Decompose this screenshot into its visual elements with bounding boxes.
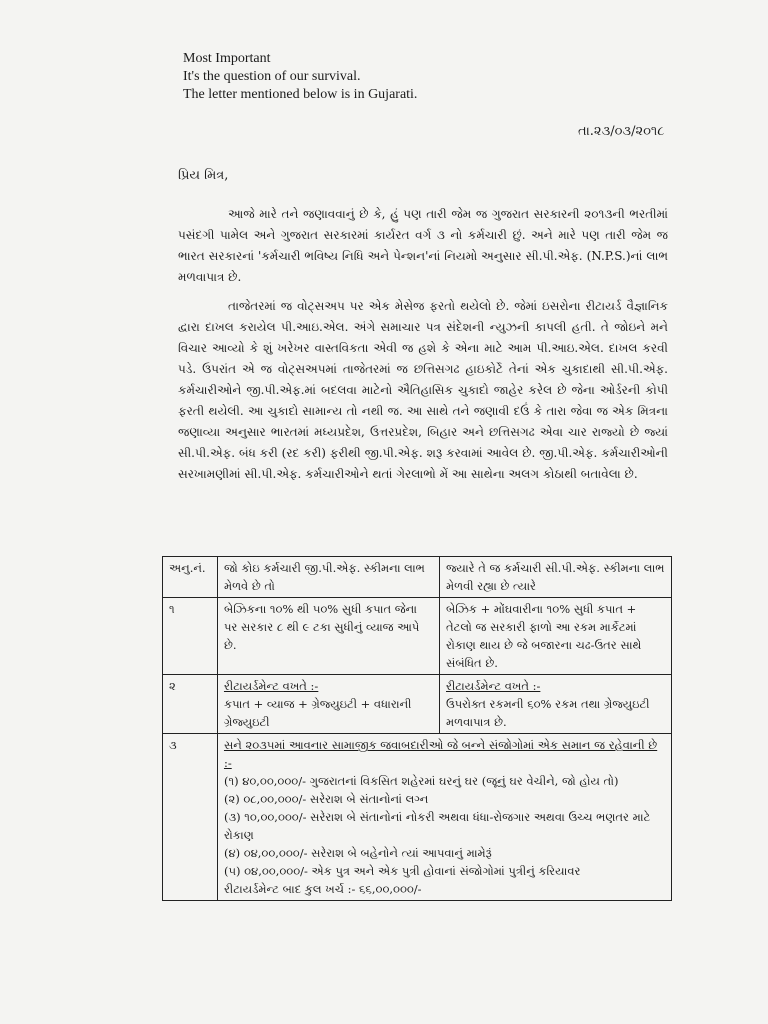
table-header-row [163, 557, 672, 598]
paragraph-2-text: તાજેતરમાં જ વોટ્સઅપ પર એક મેસેજ ફરતો થયેલો છે. જેમાં ઇસરોના રીટાયર્ડ વૈજ્ઞાનિક દ્વારા દાખલ કરાયેલ પી.આઇ.એલ. અંગે સમાચાર પત્ર સંદેશની ન્યુઝની કાપલી હતી. તે જોઇને મને વિચાર આવ્યો કે શું ખરેખર વાસ્તવિકતા એવી જ હશે કે એના માટે આમ પી.આઇ.એલ. દાખલ કરવી પડે. ઉપરાંત એ જ વોટ્સઅપમાં તાજેતરમાં જ છત્તિસગઢ હાઇકોર્ટે તેનાં એક ચુકાદાથી સી.પી.એફ. કર્મચારીઓને જી.પી.એફ.માં બદલવા માટેનો ઐતિહાસિક ચુકાદો જાહેર કરેલ છે જેના ઓર્ડરની કોપી ફરતી થયેલી. આ ચુકાદો સામાન્ય તો નથી જ. આ સાથે તને જણાવી દઉં કે તારા જેવા જ એક મિત્રના જણાવ્યા અનુસાર ભારતમાં મધ્યપ્રદેશ, ઉત્તરપ્રદેશ, બિહાર અને છત્તિસગઢ એવા ચાર રાજ્યો છે જ્યાં સી.પી.એફ. બંધ કરી (રદ કરી) ફરીથી જી.પી.એફ. શરૂ કરવામાં આવેલ છે. જી.પી.એફ. કર્મચારીઓની સરખામણીમાં સી.પી.એફ. કર્મચારીઓને થતાં ગેરલાભો મેં આ સાથેના અલગ કોઠાથી બતાવેલા છે. [178, 299, 668, 481]
row-3-num: ૩ [163, 734, 218, 901]
header-cpf: જ્યારે તે જ કર્મચારી સી.પી.એફ. સ્કીમના લાભ મેળવી રહ્યા છે ત્યારે [440, 557, 672, 598]
row-3-item-2: (૨) ૦૮,૦૦,૦૦૦/- સરેરાશ બે સંતાનોનાં લગ્ન [223, 792, 429, 806]
row-3-intro: સને ૨૦૩૫માં આવનાર સામાજીક જવાબદારીઓ જે બન્ને સંજોગોમાં એક સમાન જ રહેવાની છે :- [223, 738, 658, 770]
comparison-table-wrap [162, 556, 672, 956]
table-row [163, 734, 672, 901]
row-1-num: ૧ [163, 598, 218, 675]
row-2-gpf [217, 675, 439, 734]
row-1-gpf: બેઝિકના ૧૦% થી ૫૦% સુધી કપાત જેના પર સરકાર ૮ થી ૯ ટકા સુધીનું વ્યાજ આપે છે. [217, 598, 439, 675]
letter-date: તા.૨૩/૦૩/૨૦૧૮ [578, 124, 665, 139]
row-2-cpf-text: ઉપરોક્ત રકમની ૬૦% રકમ તથા ગ્રેજ્યુઇટી મળવાપાત્ર છે. [446, 697, 650, 729]
english-header [183, 50, 417, 104]
comparison-table [162, 556, 672, 901]
header-gpf: જો કોઇ કર્મચારી જી.પી.એફ. સ્કીમના લાભ મેળવે છે તો [217, 557, 439, 598]
header-line-2: It's the question of our survival. [183, 69, 361, 84]
row-2-cpf [440, 675, 672, 734]
row-1-cpf: બેઝિક + મોંઘવારીના ૧૦% સુધી કપાત + તેટલો જ સરકારી ફાળો આ રકમ માર્કેટમાં રોકાણ થાય છે જે બજારના ચઢ-ઉતર સાથે સંબંધિત છે. [440, 598, 672, 675]
paragraph-2 [178, 296, 668, 485]
row-2-cpf-title: રીટાયર્ડમેન્ટ વખતે :- [446, 679, 541, 693]
table-row [163, 598, 672, 675]
header-serial: અનુ.નં. [163, 557, 218, 598]
row-2-gpf-title: રીટાયર્ડમેન્ટ વખતે :- [223, 679, 319, 693]
row-3-total: રીટાયર્ડમેન્ટ બાદ કુલ ખર્ચ :- ૬૬,૦૦,૦૦૦/- [223, 882, 422, 896]
header-line-3: The letter mentioned below is in Gujarati. [183, 87, 418, 102]
row-3-item-1: (૧) ૪૦,૦૦,૦૦૦/- ગુજરાતનાં વિકસિત શહેરમાં ઘરનું ઘર (જૂનું ઘર વેચીને, જો હોય તો) [223, 774, 619, 788]
paragraph-1 [178, 204, 668, 288]
row-3-content [217, 734, 671, 901]
table-row [163, 675, 672, 734]
paragraph-1-text: આજે મારે તને જણાવવાનું છે કે, હું પણ તારી જેમ જ ગુજરાત સરકારની ૨૦૧૩ની ભરતીમાં પસંદગી પામેલ અને ગુજરાત સરકારમાં કાર્યરત વર્ગ ૩ નો કર્મચારી છું. અને મારે પણ તારી જેમ જ ભારત સરકારનાં 'કર્મચારી ભવિષ્ય નિધિ અને પેન્શન'નાં નિયમો અનુસાર સી.પી.એફ. (N.P.S.)નાં લાભ મળવાપાત્ર છે. [178, 207, 668, 284]
row-3-item-4: (૪) ૦૪,૦૦,૦૦૦/- સરેરાશ બે બહેનોને ત્યાં આપવાનું મામેરૂં [223, 846, 492, 860]
row-2-gpf-text: કપાત + વ્યાજ + ગ્રેજ્યુઇટી + વધારાની ગ્રેજ્યુઇટી [223, 697, 412, 729]
row-3-item-5: (૫) ૦૪,૦૦,૦૦૦/- એક પુત્ર અને એક પુત્રી હોવાનાં સંજોગોમાં પુત્રીનું કરિયાવર [223, 864, 581, 878]
salutation: પ્રિય મિત્ર, [178, 168, 229, 183]
header-line-1: Most Important [183, 51, 271, 66]
row-2-num: ૨ [163, 675, 218, 734]
row-3-item-3: (૩) ૧૦,૦૦,૦૦૦/- સરેરાશ બે સંતાનોનાં નોકરી અથવા ધંધા-રોજગાર અથવા ઉચ્ચ ભણતર માટે રોકાણ [223, 810, 651, 842]
